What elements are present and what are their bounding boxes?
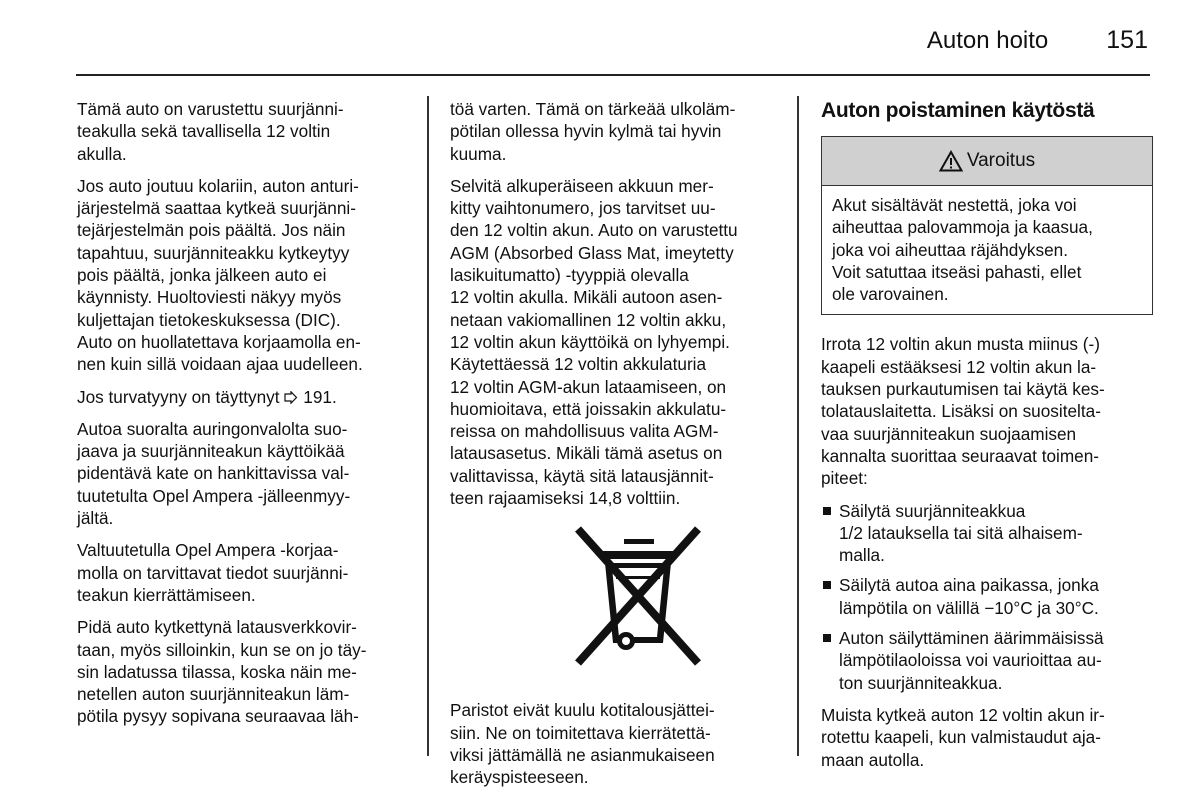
warning-triangle-icon [939, 150, 963, 172]
list-item: Säilytä suurjänniteakkua 1/2 latauksella tai sitä alhaisem- malla. [821, 500, 1153, 567]
paragraph: Selvitä alkuperäiseen akkuun mer- kitty vaihtonumero, jos tarvitset uu- den 12 voltin akun. Auto on varustettu AGM (Absorbed Glass Mat, imeytetty lasikuitumatto) -tyyppiä olevalla 12 voltin akulla. Mikäli autoon asen- netaan vakiomallinen 12 voltin akku, 12 voltin akun käyttöikä on lyhyempi. Käytettäessä 12 voltin akkulaturia 12 voltin AGM-akun lataamiseen, on huomioitava, että joissakin akkulatu- reissa on mahdollisuus valita AGM- latausasetus. Mikäli tämä asetus on valittavissa, käytä sitä latausjännit- teen rajaamiseksi 14,8 volttiin. [450, 175, 738, 509]
column-divider-1 [427, 96, 429, 756]
paragraph: Valtuutetulla Opel Ampera -korjaa- molla on tarvittavat tiedot suurjänni- teakun kierrättämiseen. [77, 540, 349, 605]
warning-box [821, 136, 1153, 315]
page-reference-icon [284, 391, 298, 404]
column-3 [821, 98, 1153, 781]
bullet-square-icon [823, 581, 831, 589]
page-header [927, 26, 1148, 55]
paragraph: Muista kytkeä auton 12 voltin akun ir- rotettu kaapeli, kun valmistaudut aja- maan autolla. [821, 704, 1105, 770]
paragraph: Paristot eivät kuulu kotitalousjättei- siin. Ne on toimitettava kierrätettä- viksi jättämällä ne asianmukaiseen keräyspisteeseen. [450, 700, 715, 788]
column-1 [77, 98, 422, 738]
column-divider-2 [797, 96, 799, 756]
paragraph: Autoa suoralta auringonvalolta suo- jaava ja suurjänniteakun käyttöikää pidentävä kate on hankittavissa val- tuutetulta Opel Ampera -jälleenmyy- jältä. [77, 418, 351, 529]
warning-header [822, 137, 1152, 186]
header-rule [76, 74, 1150, 76]
crossed-out-wheelie-bin-icon [542, 521, 732, 671]
section-heading: Auton poistaminen käytöstä [821, 99, 1095, 122]
list-item: Auton säilyttäminen äärimmäisissä lämpötilaoloissa voi vaurioittaa au- ton suurjänniteakkua. [821, 627, 1153, 694]
paragraph-airbag: Jos turvatyyny on täyttynyt 191. [77, 386, 337, 407]
page-reference[interactable]: 191. [303, 386, 337, 407]
paragraph: Pidä auto kytkettynä latausverkkovir- taan, myös silloinkin, kun se on jo täy- sin ladatussa tilassa, koska näin me- netellen auton suurjänniteakun läm- pötila pysyy sopivana seuraavaa läh- [77, 617, 367, 727]
paragraph: Tämä auto on varustettu suurjänni- teakulla sekä tavallisella 12 voltin akulla. [77, 99, 344, 164]
paragraph: Irrota 12 voltin akun musta miinus (-) kaapeli estääksesi 12 voltin akun la- tauksen purkautumisen tai käytä kes- tolatauslaitetta. Lisäksi on suositelta- vaa suurjänniteakun suojaamisen kannalta suorittaa seuraavat toimen- piteet: [821, 334, 1105, 489]
section-title: Auton hoito [926, 27, 1049, 54]
paragraph: töä varten. Tämä on tärkeää ulkoläm- pötilan ollessa hyvin kylmä tai hyvin kuuma. [450, 99, 736, 164]
bullet-list [821, 500, 1153, 694]
page-number: 151 [1106, 26, 1148, 54]
bullet-square-icon [823, 634, 831, 642]
warning-text: Akut sisältävät nestettä, joka voi aiheuttaa palovammoja ja kaasua, joka voi aiheuttaa räjähdyksen. Voit satuttaa itseäsi pahasti, ellet ole varovainen. [832, 195, 1093, 305]
paragraph: Jos auto joutuu kolariin, auton anturi- järjestelmä saattaa kytkeä suurjänni- tejärjestelmän pois päältä. Jos näin tapahtuu, suurjänniteakku kytkeytyy pois päältä, jonka jälkeen auto ei käynnisty. Huoltoviesti näkyy myös kuljettajan tietokeskuksessa (DIC). Auto on huollatettava korjaamolla en- nen kuin sillä voidaan ajaa uudelleen. [77, 175, 363, 375]
list-item: Säilytä autoa aina paikassa, jonka lämpötila on välillä −10°C ja 30°C. [821, 574, 1153, 619]
bullet-square-icon [823, 507, 831, 515]
warning-title: Varoitus [966, 149, 1036, 171]
column-2 [450, 98, 780, 799]
